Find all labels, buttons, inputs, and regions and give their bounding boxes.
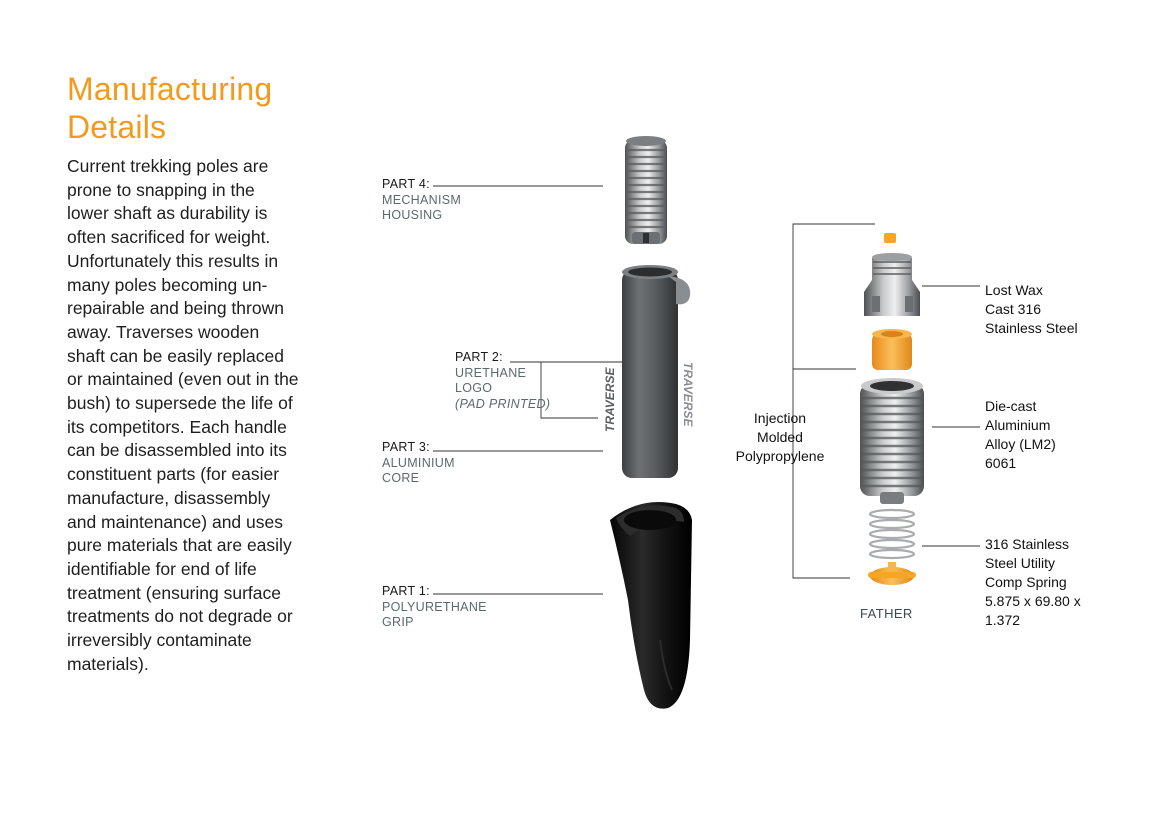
part4-line2: HOUSING (382, 208, 443, 222)
lost-wax-line3: Stainless Steel (985, 320, 1078, 336)
spring-line4: 5.875 x 69.80 x (985, 593, 1081, 609)
spring-line1: 316 Stainless (985, 536, 1070, 552)
part1-line2: GRIP (382, 615, 414, 629)
part2-line2: LOGO (455, 381, 493, 395)
part3-line2: CORE (382, 471, 420, 485)
injection-line3: Polypropylene (735, 448, 825, 464)
page-title: Manufacturing Details (67, 71, 273, 145)
die-cast-line2: Aluminium (985, 417, 1051, 433)
spring-line2: Steel Utility (985, 555, 1056, 571)
part2-note: (PAD PRINTED) (455, 396, 551, 411)
part3-name: PART 3: (382, 440, 430, 454)
injection-line1: Injection (753, 410, 807, 426)
spring-line5: 1.372 (985, 612, 1021, 628)
part1-name: PART 1: (382, 584, 430, 598)
right-assembly-graphic (860, 233, 924, 585)
traverse-logo-mirrored: TRAVERSE (681, 362, 695, 427)
spring-line3: Comp Spring (985, 574, 1067, 590)
die-cast-label (985, 397, 1056, 473)
mechanism-housing-graphic (625, 136, 667, 244)
part1-label (382, 584, 487, 631)
part2-line1: URETHANE (455, 365, 527, 380)
part4-name: PART 4: (382, 177, 430, 191)
part4-label (382, 177, 461, 224)
part3-line1: ALUMINIUM (382, 455, 455, 470)
lost-wax-line1: Lost Wax (985, 282, 1043, 298)
part1-line1: POLYURETHANE (382, 599, 487, 614)
intro-paragraph: Current trekking poles are prone to snapping in the lower shaft as durability is often sacrificed for weight. Unfortunately this results in many poles becoming un-repairable and being thrown away. Traverses wooden shaft can be easily replaced or maintained (even out in the bush) to supersede the life of its competitors. Each handle can be disassembled into its constituent parts (for easier manufacture, disassembly and maintenance) and uses pure materials that are easily identifiable for end of life treatment (ensuring surface treatments do not degrade or irreversibly contaminate materials). (67, 156, 299, 674)
injection-molded-label (725, 409, 835, 466)
spring-label (985, 535, 1081, 630)
grip-graphic (610, 502, 692, 709)
die-cast-line3: Alloy (LM2) (985, 436, 1056, 452)
father-label: FATHER (860, 606, 913, 621)
traverse-logo-vertical: TRAVERSE (603, 367, 617, 432)
aluminium-core-graphic (603, 265, 695, 478)
lost-wax-line2: Cast 316 (985, 301, 1042, 317)
lost-wax-label (985, 281, 1078, 338)
die-cast-line4: 6061 (985, 455, 1017, 471)
part2-label (455, 350, 550, 412)
part4-line1: MECHANISM (382, 192, 462, 207)
die-cast-line1: Die-cast (985, 398, 1037, 414)
part2-name: PART 2: (455, 350, 503, 364)
injection-line2: Molded (757, 429, 803, 445)
part3-label (382, 440, 455, 487)
